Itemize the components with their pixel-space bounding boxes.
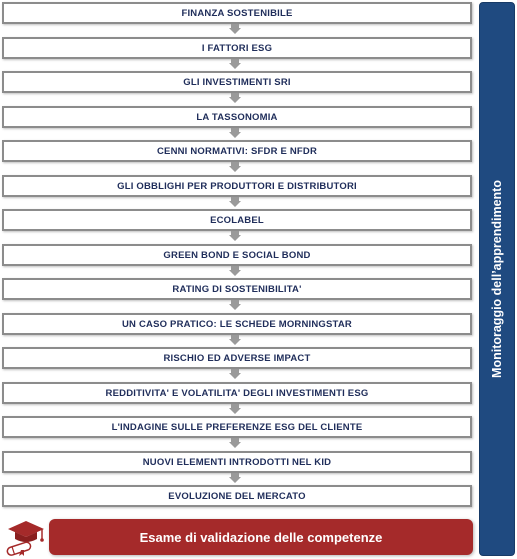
- down-arrow-icon: [229, 127, 241, 139]
- step-label: LA TASSONOMIA: [196, 111, 278, 123]
- step-label: EVOLUZIONE DEL MERCATO: [168, 490, 306, 502]
- step-box: [2, 209, 472, 231]
- down-arrow-icon: [229, 368, 241, 380]
- step-label: I FATTORI ESG: [201, 42, 273, 54]
- down-arrow-icon: [229, 437, 241, 449]
- step-label: RISCHIO ED ADVERSE IMPACT: [163, 352, 311, 364]
- down-arrow-icon: [229, 472, 241, 484]
- step-box: [2, 140, 472, 162]
- step-label: CENNI NORMATIVI: SFDR E NFDR: [156, 145, 318, 157]
- step-box: [2, 416, 472, 438]
- step-label: FINANZA SOSTENIBILE: [181, 7, 293, 19]
- down-arrow-icon: [229, 58, 241, 70]
- step-box: [2, 485, 472, 507]
- step-box: [2, 244, 472, 266]
- step-label: UN CASO PRATICO: LE SCHEDE MORNINGSTAR: [122, 318, 352, 330]
- step-label: ECOLABEL: [210, 214, 264, 226]
- step-box: [2, 382, 472, 404]
- step-box: [2, 71, 472, 93]
- down-arrow-icon: [229, 161, 241, 173]
- exam-validation-label: Esame di validazione delle competenze: [139, 529, 383, 545]
- step-box: [2, 106, 472, 128]
- side-panel-label: Monitoraggio dell’apprendimento: [490, 180, 504, 378]
- step-label: NUOVI ELEMENTI INTRODOTTI NEL KID: [142, 456, 332, 468]
- down-arrow-icon: [229, 196, 241, 208]
- step-label: RATING DI SOSTENIBILITA': [172, 283, 302, 295]
- step-label: L'INDAGINE SULLE PREFERENZE ESG DEL CLIENTE: [111, 421, 363, 433]
- graduation-cap-diploma-icon: [4, 517, 48, 557]
- step-box: [2, 2, 472, 24]
- step-label: GLI OBBLIGHI PER PRODUTTORI E DISTRIBUTORI: [117, 180, 357, 192]
- down-arrow-icon: [229, 299, 241, 311]
- down-arrow-icon: [229, 265, 241, 277]
- side-panel: [479, 2, 515, 556]
- step-box: [2, 451, 472, 473]
- step-box: [2, 37, 472, 59]
- step-box: [2, 347, 472, 369]
- down-arrow-icon: [229, 334, 241, 346]
- step-label: GREEN BOND E SOCIAL BOND: [163, 249, 311, 261]
- step-box: [2, 278, 472, 300]
- down-arrow-icon: [229, 92, 241, 104]
- step-box: [2, 313, 472, 335]
- down-arrow-icon: [229, 230, 241, 242]
- down-arrow-icon: [229, 403, 241, 415]
- step-label: GLI INVESTIMENTI SRI: [183, 76, 291, 88]
- step-box: [2, 175, 472, 197]
- exam-validation-banner: [49, 519, 473, 555]
- down-arrow-icon: [229, 23, 241, 35]
- step-label: REDDITIVITA' E VOLATILITA' DEGLI INVESTIMENTI ESG: [105, 387, 369, 399]
